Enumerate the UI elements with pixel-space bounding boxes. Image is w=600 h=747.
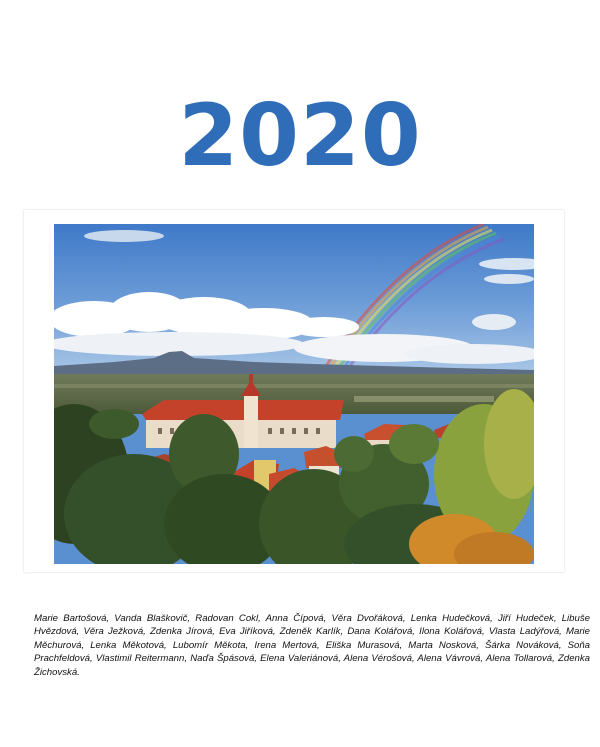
calendar-year: 2020 [178,86,422,186]
photographer-credits: Marie Bartošová, Vanda Blaškovič, Radovan Cokl, Anna Čípová, Věra Dvořáková, Lenka Hudečková, Jiří Hudeček, Libuše Hvězdová, Věra Ježková, Zdenka Jírová, Eva Jiříková, Zdeněk Karlík, Dana Kolářová, Ilona Kolářová, Vlasta Ladýřová, Marie Měchurová, Lenka Měkotová, Lubomír Měkota, Irena Mertová, Eliška Murasová, Marta Nosková, Šárka Nováková, Soňa Prachfeldová, Vlastimil Reitermann, Naďa Špásová, Elena Valeriánová, Alena Vérošová, Alena Vávrová, Alena Tollarová, Zdenka Žichovská. [34,613,590,678]
landscape-photo [54,224,534,564]
